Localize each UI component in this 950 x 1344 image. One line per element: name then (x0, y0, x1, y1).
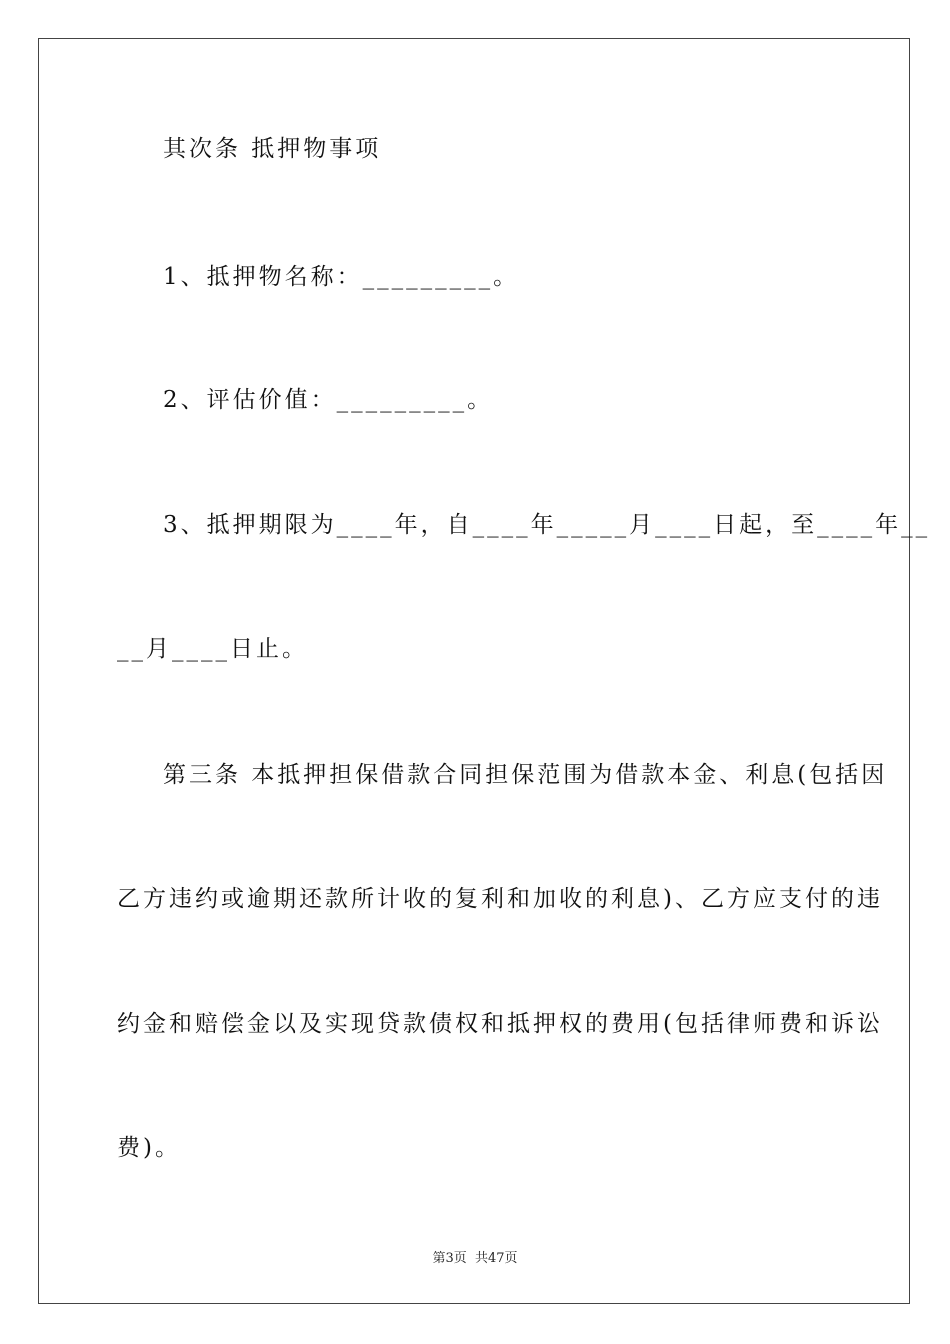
article-three-line-4: 费)。 (117, 1135, 181, 1161)
page-total: 共47页 (474, 1251, 518, 1266)
page-border (38, 38, 910, 1304)
section-heading-collateral: 其次条 抵押物事项 (163, 136, 382, 162)
mortgage-term-line-cont: __月____日止。 (117, 636, 308, 662)
page-footer (0, 1247, 950, 1266)
page-number: 第3页 (432, 1251, 467, 1266)
article-three-line-3: 约金和赔偿金以及实现贷款债权和抵押权的费用(包括律师费和诉讼 (117, 1011, 883, 1037)
collateral-name-line: 1、抵押物名称：_________。 (163, 264, 520, 290)
article-three-line: 第三条 本抵押担保借款合同担保范围为借款本金、利息(包括因 (163, 762, 888, 788)
valuation-line: 2、评估价值：_________。 (163, 387, 494, 413)
article-three-line-2: 乙方违约或逾期还款所计收的复利和加收的利息)、乙方应支付的违 (117, 886, 883, 912)
mortgage-term-line: 3、抵押期限为____年，自____年_____月____日起，至____年__ (163, 512, 931, 538)
